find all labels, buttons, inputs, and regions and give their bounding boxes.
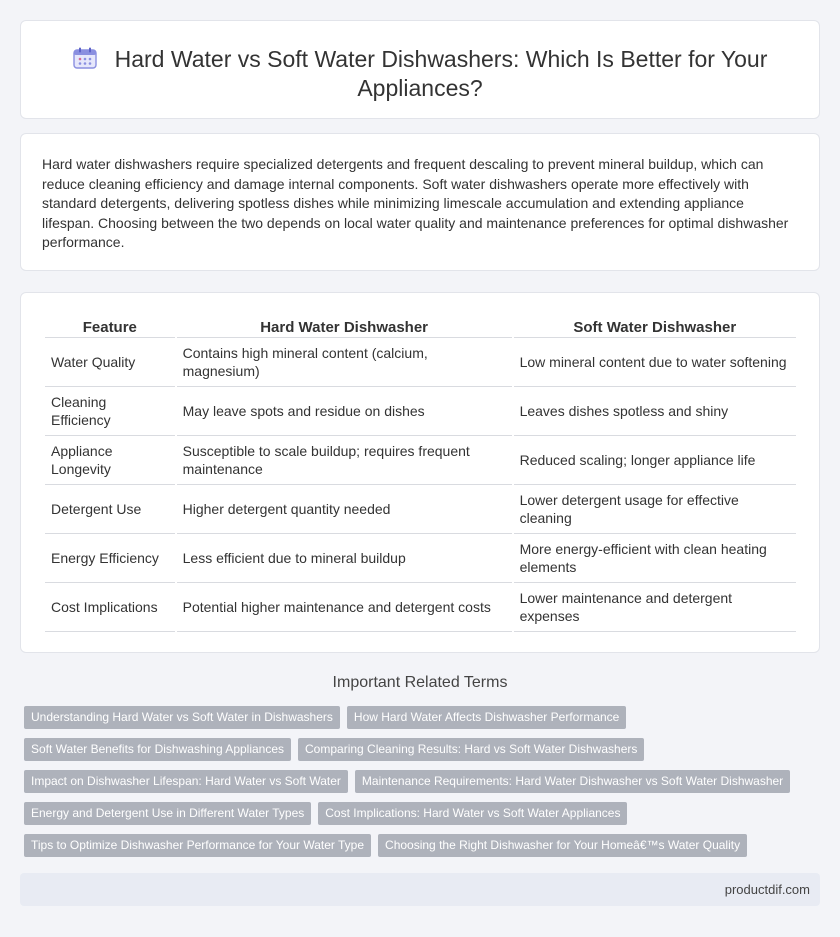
hard-water-cell: May leave spots and residue on dishes bbox=[177, 387, 512, 436]
header-hard-water: Hard Water Dishwasher bbox=[177, 317, 512, 338]
feature-cell: Cost Implications bbox=[45, 583, 175, 632]
related-term-tag[interactable]: How Hard Water Affects Dishwasher Performance bbox=[347, 706, 626, 729]
header-feature: Feature bbox=[45, 317, 175, 338]
feature-cell: Cleaning Efficiency bbox=[45, 387, 175, 436]
summary-card bbox=[20, 133, 820, 271]
related-term-tag[interactable]: Soft Water Benefits for Dishwashing Appliances bbox=[24, 738, 291, 761]
page-title-text: Hard Water vs Soft Water Dishwashers: Which Is Better for Your Appliances? bbox=[114, 46, 768, 101]
hard-water-cell: Less efficient due to mineral buildup bbox=[177, 534, 512, 583]
header-soft-water: Soft Water Dishwasher bbox=[514, 317, 796, 338]
soft-water-cell: Low mineral content due to water softening bbox=[514, 338, 796, 387]
related-term-tag[interactable]: Tips to Optimize Dishwasher Performance for Your Water Type bbox=[24, 834, 371, 857]
related-term-tag[interactable]: Understanding Hard Water vs Soft Water in Dishwashers bbox=[24, 706, 340, 729]
soft-water-cell: Lower maintenance and detergent expenses bbox=[514, 583, 796, 632]
tag-row bbox=[24, 770, 804, 793]
table-header-row bbox=[45, 317, 796, 338]
feature-cell: Water Quality bbox=[45, 338, 175, 387]
related-terms-list bbox=[24, 706, 804, 866]
related-term-tag[interactable]: Maintenance Requirements: Hard Water Dishwasher vs Soft Water Dishwasher bbox=[355, 770, 790, 793]
hard-water-cell: Potential higher maintenance and detergent costs bbox=[177, 583, 512, 632]
hard-water-cell: Higher detergent quantity needed bbox=[177, 485, 512, 534]
soft-water-cell: Leaves dishes spotless and shiny bbox=[514, 387, 796, 436]
table-row bbox=[45, 534, 796, 583]
calendar-icon bbox=[73, 47, 97, 69]
soft-water-cell: More energy-efficient with clean heating elements bbox=[514, 534, 796, 583]
comparison-table bbox=[43, 317, 798, 632]
hard-water-cell: Contains high mineral content (calcium, magnesium) bbox=[177, 338, 512, 387]
tag-row bbox=[24, 802, 804, 825]
table-row bbox=[45, 583, 796, 632]
footer bbox=[20, 873, 820, 906]
page-title bbox=[61, 45, 779, 103]
related-term-tag[interactable]: Choosing the Right Dishwasher for Your Homeâ€™s Water Quality bbox=[378, 834, 747, 857]
hard-water-cell: Susceptible to scale buildup; requires frequent maintenance bbox=[177, 436, 512, 485]
related-terms-heading: Important Related Terms bbox=[332, 674, 508, 691]
table-row bbox=[45, 338, 796, 387]
table-row bbox=[45, 485, 796, 534]
table-row bbox=[45, 436, 796, 485]
title-card bbox=[20, 20, 820, 119]
feature-cell: Detergent Use bbox=[45, 485, 175, 534]
feature-cell: Energy Efficiency bbox=[45, 534, 175, 583]
related-term-tag[interactable]: Cost Implications: Hard Water vs Soft Water Appliances bbox=[318, 802, 627, 825]
related-term-tag[interactable]: Comparing Cleaning Results: Hard vs Soft Water Dishwashers bbox=[298, 738, 644, 761]
soft-water-cell: Lower detergent usage for effective cleaning bbox=[514, 485, 796, 534]
footer-site-link[interactable]: productdif.com bbox=[724, 882, 810, 897]
related-term-tag[interactable]: Energy and Detergent Use in Different Water Types bbox=[24, 802, 311, 825]
comparison-table-card bbox=[20, 292, 820, 653]
tag-row bbox=[24, 706, 804, 729]
summary-paragraph: Hard water dishwashers require specialized detergents and frequent descaling to prevent mineral buildup, which can reduce cleaning efficiency and damage internal components. Soft water dishwashers operate more effectively with standard detergents, delivering spotless dishes while minimizing limescale accumulation and extending appliance lifespan. Choosing between the two depends on local water quality and maintenance preferences for optimal dishwasher performance. bbox=[42, 156, 789, 250]
tag-row bbox=[24, 834, 804, 857]
related-term-tag[interactable]: Impact on Dishwasher Lifespan: Hard Water vs Soft Water bbox=[24, 770, 348, 793]
feature-cell: Appliance Longevity bbox=[45, 436, 175, 485]
soft-water-cell: Reduced scaling; longer appliance life bbox=[514, 436, 796, 485]
table-row bbox=[45, 387, 796, 436]
tag-row bbox=[24, 738, 804, 761]
